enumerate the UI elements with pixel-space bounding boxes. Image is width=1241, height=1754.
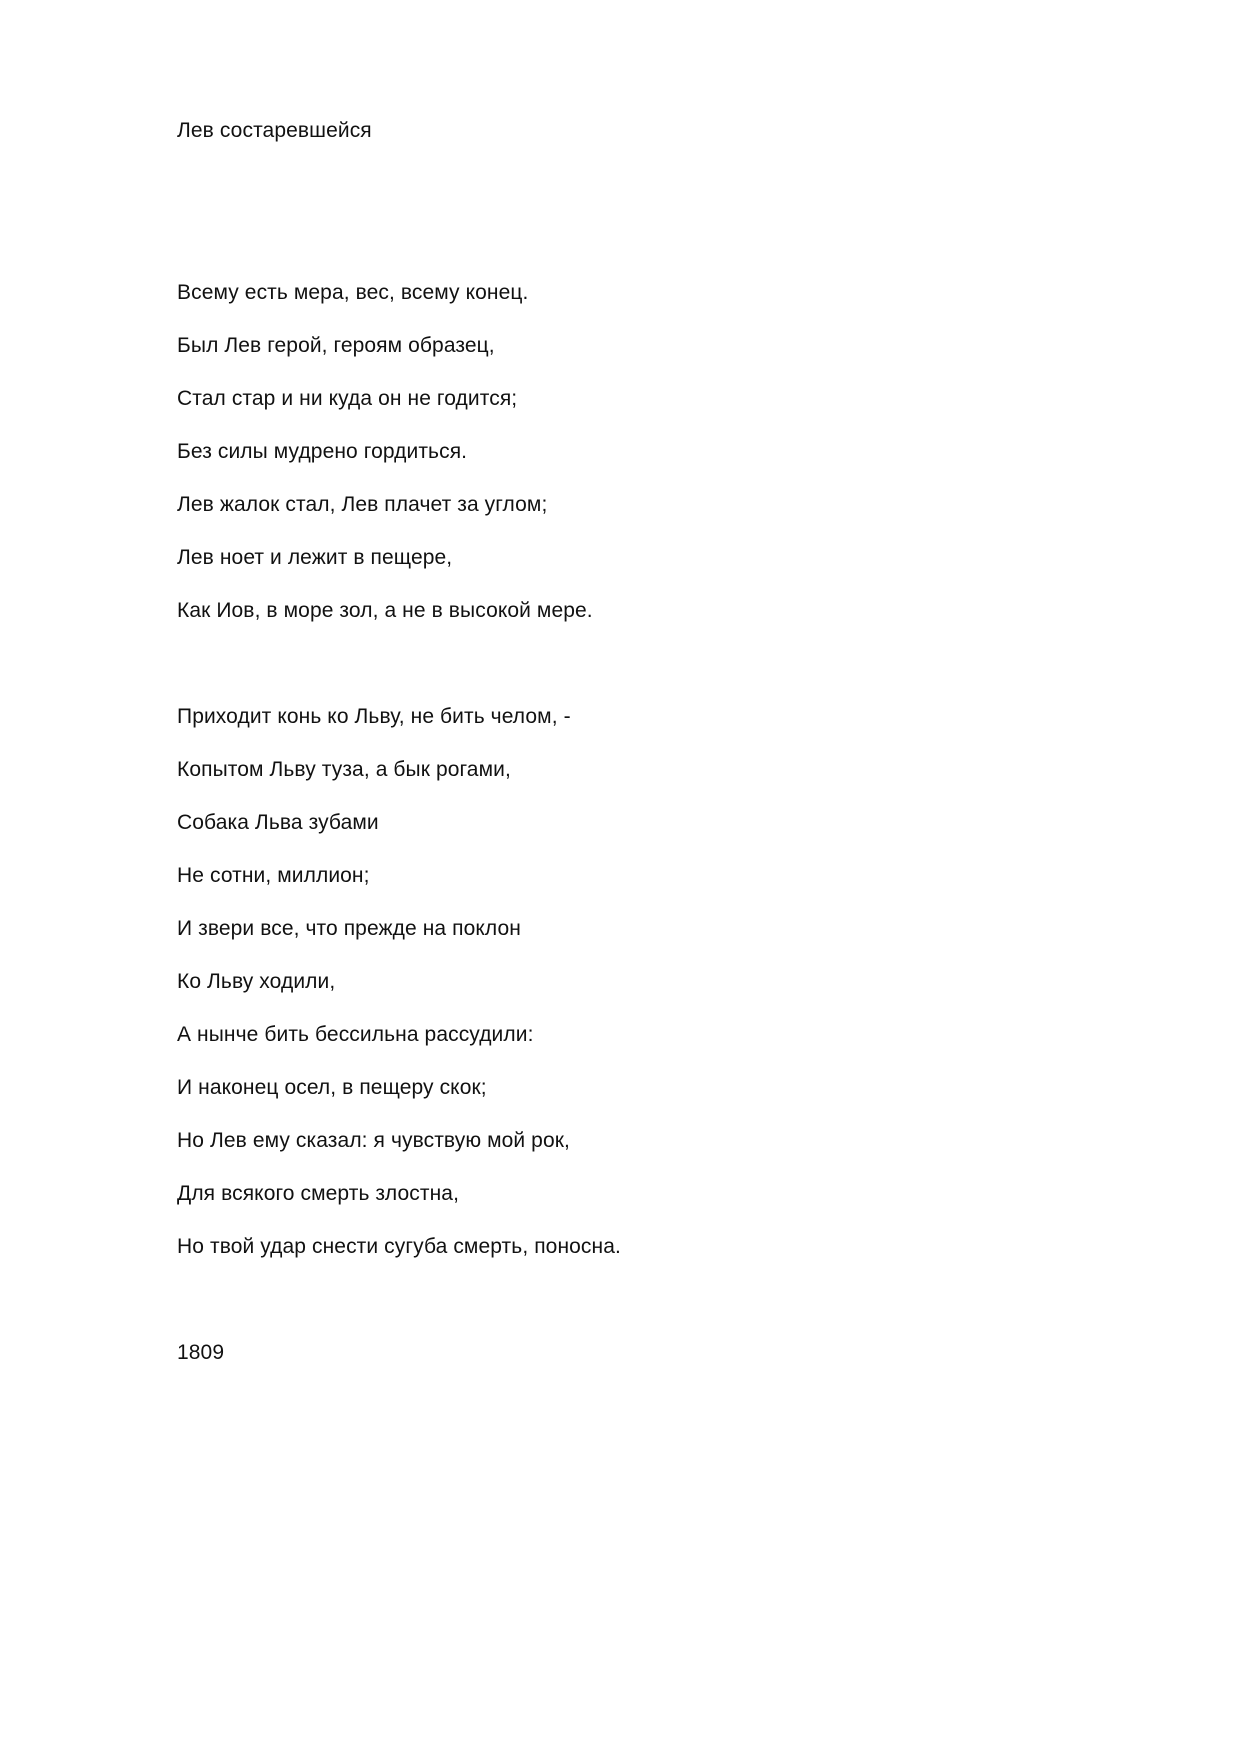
poem-line: И звери все, что прежде на поклон — [177, 917, 521, 940]
poem-line: Как Иов, в море зол, а не в высокой мере. — [177, 599, 593, 622]
poem-line: Но твой удар снести сугуба смерть, поносна. — [177, 1235, 621, 1258]
poem-line: Приходит конь ко Льву, не бить челом, - — [177, 705, 571, 728]
poem-line: Ко Льву ходили, — [177, 970, 336, 993]
poem-line: Лев жалок стал, Лев плачет за углом; — [177, 493, 548, 516]
poem-line: А нынче бить бессильна рассудили: — [177, 1023, 534, 1046]
poem-year: 1809 — [177, 1341, 225, 1364]
poem-title: Лев состаревшейся — [177, 119, 372, 142]
poem-line: Собака Льва зубами — [177, 811, 379, 834]
poem-line: И наконец осел, в пещеру скок; — [177, 1076, 487, 1099]
poem-line: Копытом Льву туза, а бык рогами, — [177, 758, 511, 781]
poem-line: Стал стар и ни куда он не годится; — [177, 387, 518, 410]
poem-line: Не сотни, миллион; — [177, 864, 370, 887]
poem-line: Всему есть мера, вес, всему конец. — [177, 281, 529, 304]
poem-line: Без силы мудрено гордиться. — [177, 440, 468, 463]
poem-line: Лев ноет и лежит в пещере, — [177, 546, 453, 569]
poem-line: Был Лев герой, героям образец, — [177, 334, 495, 357]
poem-line: Но Лев ему сказал: я чувствую мой рок, — [177, 1129, 570, 1152]
poem-line: Для всякого смерть злостна, — [177, 1182, 460, 1205]
